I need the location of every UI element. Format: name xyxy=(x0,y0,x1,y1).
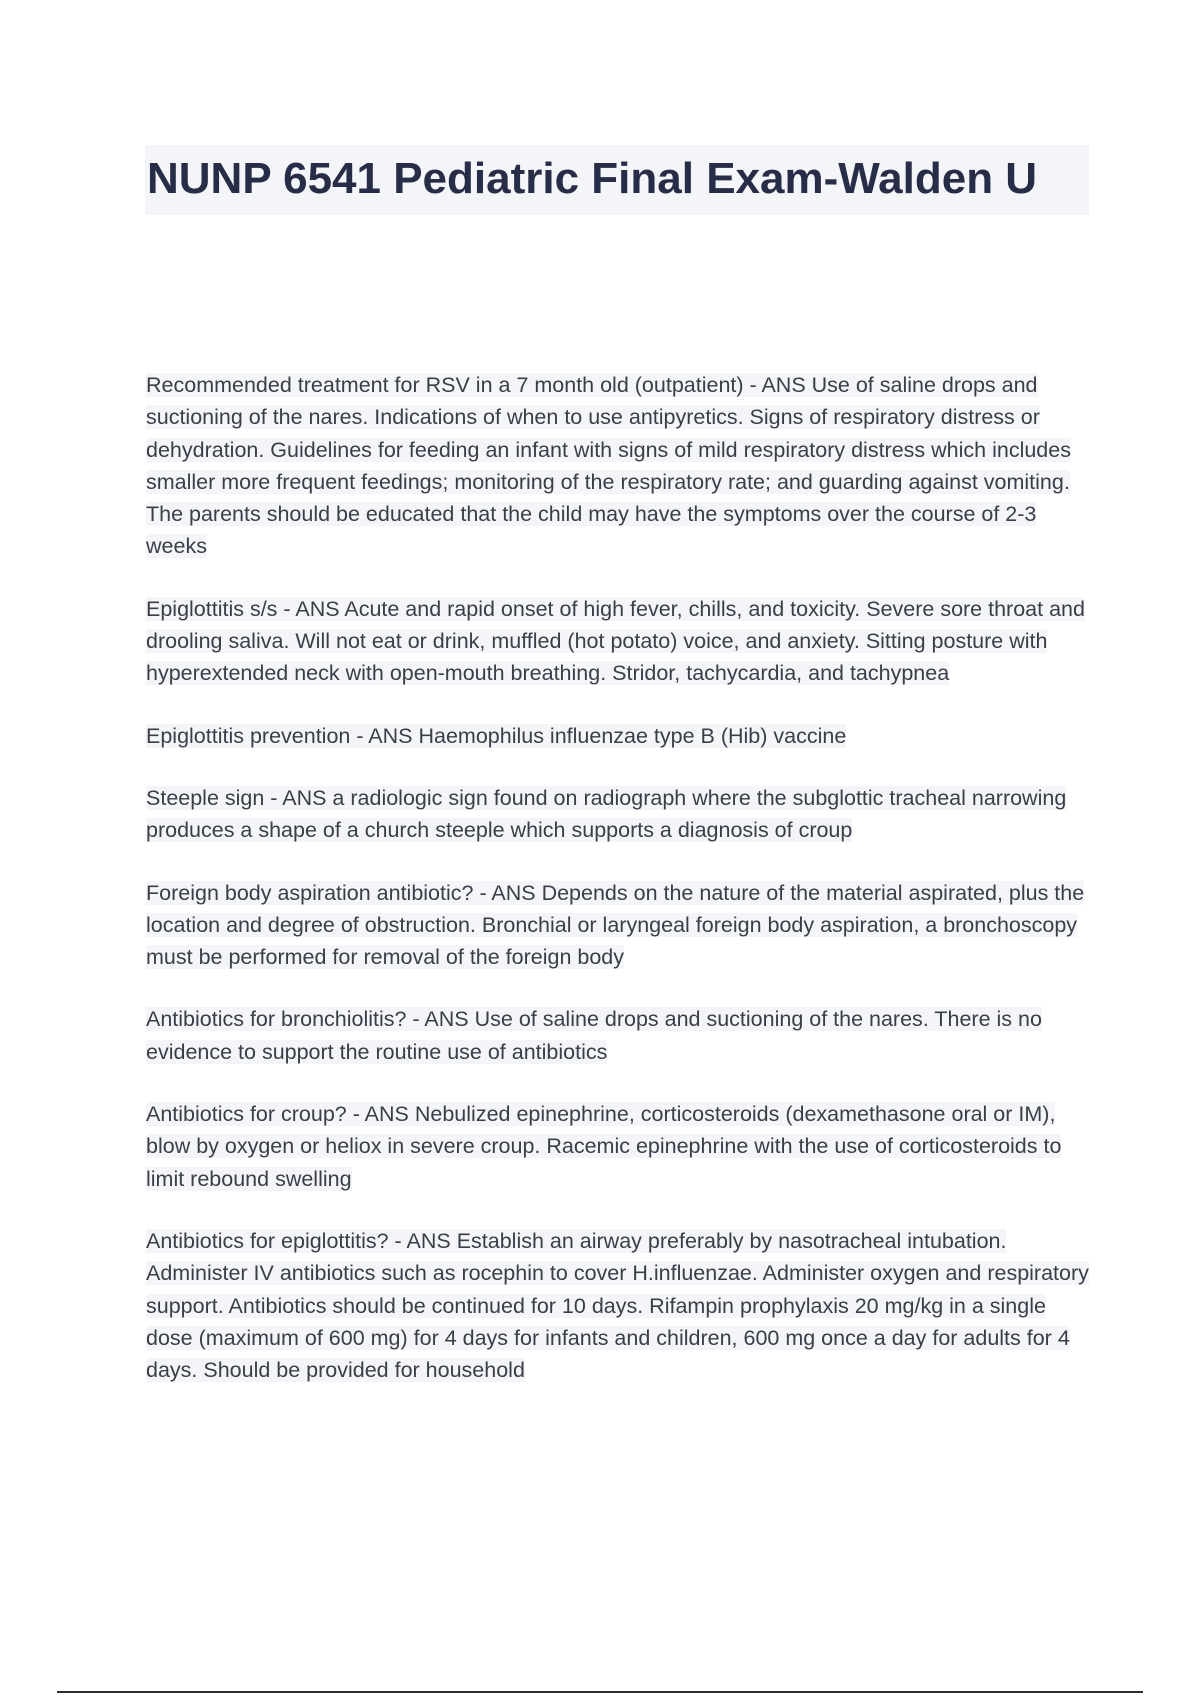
qa-entry-text: Foreign body aspiration antibiotic? - ANS Depends on the nature of the material aspirated, plus the location and degree of obstruction. Bronchial or laryngeal foreign body aspiration, a bronchoscopy must be performed for removal of the foreign body xyxy=(146,880,1085,970)
qa-entry-epiglottitis-prevention xyxy=(146,720,1096,752)
qa-list xyxy=(146,369,1096,1416)
qa-entry-text: Epiglottitis prevention - ANS Haemophilus influenzae type B (Hib) vaccine xyxy=(146,723,847,748)
qa-entry-text: Antibiotics for croup? - ANS Nebulized epinephrine, corticosteroids (dexamethasone oral or IM), blow by oxygen or heliox in severe croup. Racemic epinephrine with the use of corticosteroids to limit rebound swelling xyxy=(146,1102,1062,1191)
qa-entry-steeple-sign xyxy=(146,782,1096,847)
qa-entry-epiglottitis-signs xyxy=(146,593,1096,690)
qa-entry-text: Epiglottitis s/s - ANS Acute and rapid onset of high fever, chills, and toxicity. Severe sore throat and drooling saliva. Will not eat or drink, muffled (hot potato) voice, and anxiety. Sitting posture with hyperextended neck with open-mouth breathing. Stridor, tachycardia, and tachypnea xyxy=(146,596,1085,686)
qa-entry-text: Recommended treatment for RSV in a 7 month old (outpatient) - ANS Use of saline drops and suctioning of the nares. Indications of when to use antipyretics. Signs of respiratory distress or dehydration. Guidelines for feeding an infant with signs of mild respiratory distress which includes smaller more frequent feedings; monitoring of the respiratory rate; and guarding against vomiting. The parents should be educated that the child may have the symptoms over the course of 2-3 weeks xyxy=(146,373,1071,559)
qa-entry-text: Antibiotics for bronchiolitis? - ANS Use of saline drops and suctioning of the nares. There is no evidence to support the routine use of antibiotics xyxy=(146,1007,1042,1064)
qa-entry-bronchiolitis-antibiotics xyxy=(146,1003,1096,1068)
qa-entry-text: Antibiotics for epiglottitis? - ANS Establish an airway preferably by nasotracheal intubation. Administer IV antibiotics such as rocephin to cover H.influenzae. Administer oxygen and respiratory support. Antibiotics should be continued for 10 days. Rifampin prophylaxis 20 mg/kg in a single dose (maximum of 600 mg) for 4 days for infants and children, 600 mg once a day for adults for 4 days. Should be provided for household xyxy=(146,1228,1089,1383)
qa-entry-foreign-body-aspiration xyxy=(146,877,1096,974)
footer-divider xyxy=(57,1691,1143,1693)
qa-entry-text: Steeple sign - ANS a radiologic sign found on radiograph where the subglottic tracheal narrowing produces a shape of a church steeple which supports a diagnosis of croup xyxy=(146,785,1067,843)
qa-entry-croup-antibiotics xyxy=(146,1098,1096,1195)
qa-entry-epiglottitis-antibiotics xyxy=(146,1225,1096,1386)
page-title: NUNP 6541 Pediatric Final Exam-Walden U xyxy=(147,154,1038,203)
qa-entry-rsv-treatment xyxy=(146,369,1096,563)
